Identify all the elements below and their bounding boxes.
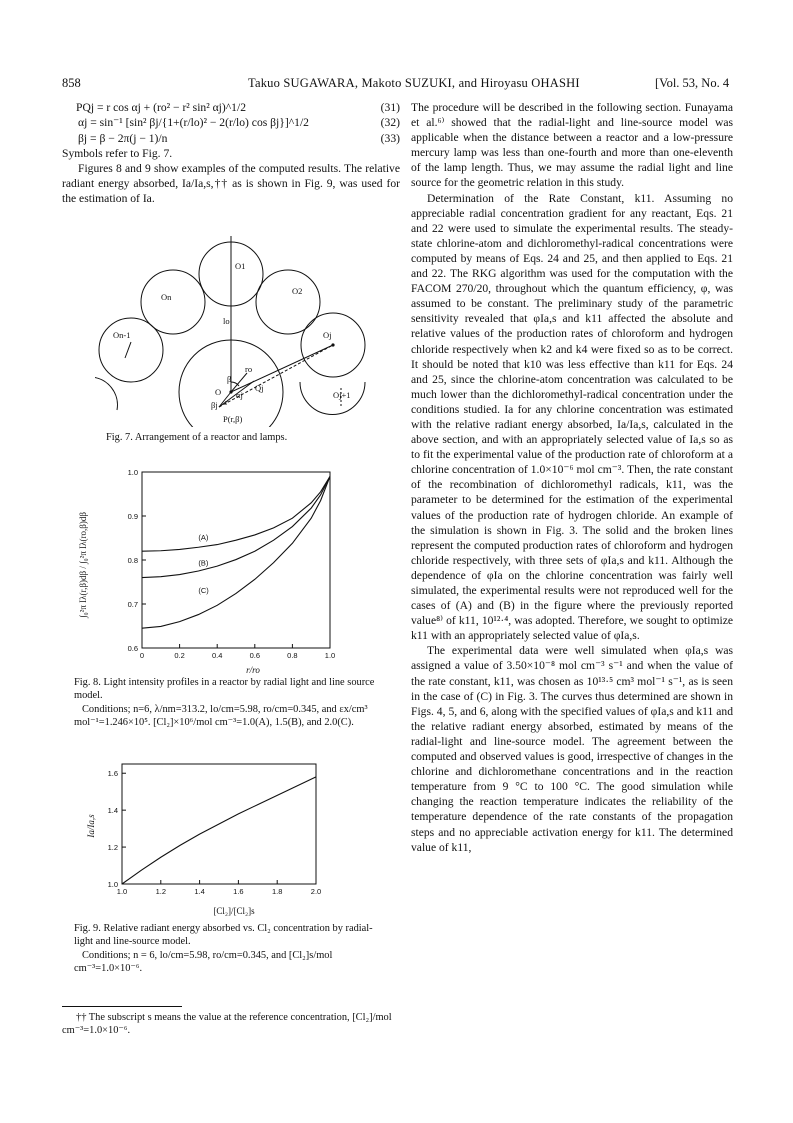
fig9-ytick-label: 1.2 [107, 843, 118, 853]
paragraph-rate-constant: Determination of the Rate Constant, k11. Assuming no appreciable radial concentration gradient for any reactant, Eqs. 21 and 22 were used to simulate the experimental results. The steady-state chlorine-atom and dichloromethyl-radical concentrations were computed by means of Eqs. 24 and 25, and then applied to Eqs. 21 and 22. The RKG algorithm was used for the computation with the FACOM 270/20, throughout which the quantum efficiency, φ, was assumed to be constant. The preliminary study of the parametric sensitivity revealed that φIa,s and k11 affected the absolute and relative values of the production rates of chloroform and hydrogen chloride respectively when k2 and k4 were fixed so as to be correct. It should be noted that k10 was less effective than k11 for Eqs. 24 and 25, since the chlorine-atom concentration was calculated to be much lower than the dichloromethyl-radical concentration under the conditions studied. Ia for any chlorine concentration was estimated with the relative radiant energy absorbed, Ia/Ia,s, calculated in the above section, and with an appropriately selected value of Ia,s so as to fit the experimental value of the production rate of chloroform at a chlorine concentration of 1.0×10⁻⁶ mol cm⁻³. Then, the rate constant of the recombination of dichloromethyl radicals, k11, was the parameter to be determined for the estimation of the experimental values of the production rate of hydrogen chloride. An example of the simulation is shown in Fig. 3. The solid and the broken lines represent the computed production rates of chloroform and hydrogen chloride respectively, with three sets of φIa,s and k11. Although the dependence of φIa on the chlorine concentration was fairly well simulated, the experimental results were not reproduced well for the cases of (A) and (B) in the figure where the previously reported value⁸⁾ of k11, 10¹²·⁴, was adopted. Therefore, we sought to optimize k11 with an appropriately selected value of φIa,s. [411, 191, 733, 643]
left-column-top [62, 100, 400, 207]
fig8-xtick-label: 0.6 [249, 651, 261, 660]
fig7-reactor-lamp-diagram [95, 232, 385, 427]
fig8-xtick-label: 0.8 [287, 651, 298, 660]
fig9-xtick-label: 2.0 [310, 887, 322, 896]
fig9-xtick-label: 1.2 [155, 887, 167, 896]
label-o: O [215, 387, 222, 397]
label-p: P(r,β) [223, 414, 243, 424]
equation-32: αj = sin⁻¹ [sin² βj/{1+(r/lo)² − 2(r/lo) cos βj}]^1/2 (32) [78, 116, 400, 130]
footnote-rule [62, 1006, 182, 1007]
fig8-chart [60, 460, 390, 675]
page-number: 858 [62, 76, 81, 90]
label-lo: lo [223, 316, 230, 326]
label-o2: O2 [292, 286, 303, 296]
fig9-xtick-label: 1.6 [233, 887, 244, 896]
paragraph-simulation: The experimental data were well simulated when φIa,s was assigned a value of 3.50×10⁻⁸ mol cm⁻³ s⁻¹ and when the value of the rate constant, k11, was chosen as 10¹³·⁵ cm³ mol⁻¹ s⁻¹, as is seen in the case of (C) in Fig. 3. The curves thus determined are shown in Figs. 4, 5, and 6, along with the specified values of φIa,s and k11 and the relative radiant energy absorbed, estimated by means of the radial-light and line-source model. The agreement between the computed and observed values is good, irrespective of changes in the chlorine and dichloromethane concentrations and in the reaction temperature from 9 °C to 100 °C. The good simulation while changing the reaction temperature indicates the reliability of the temperature dependence of the rate constants of the propagation steps and no appreciable activation energy for k11. The determined value of k11, [411, 644, 733, 854]
center-point [229, 390, 232, 393]
fig9-xtick-label: 1.0 [116, 887, 128, 896]
fig8-caption-title: Fig. 8. Light intensity profiles in a reactor by radial light and line source model. [74, 677, 375, 702]
label-oj1: Oj+1 [333, 390, 351, 400]
fig8-series-line [142, 476, 330, 577]
fig8-series-label: (B) [198, 558, 209, 568]
fig8-xtick-label: 0 [139, 651, 145, 660]
fig8-ytick-label: 0.8 [127, 556, 138, 565]
label-qj: Qj [255, 383, 264, 393]
label-beta: β [227, 374, 232, 384]
fig8-series-line [142, 476, 330, 628]
fig8-caption-conditions: Conditions; n=6, λ/nm=313.2, lo/cm=5.98, ro/cm=0.345, and εx/cm³ mol⁻¹=1.246×10⁵. [Cl₂]×10⁶/mol cm⁻³=1.0(A), 1.5(B), and 2.0(C). [74, 703, 368, 729]
fig8-ytick-label: 0.7 [127, 600, 138, 609]
label-ro: ro [245, 364, 253, 374]
fig7-caption: Fig. 7. Arrangement of a reactor and lamps. [106, 432, 288, 443]
label-r: r [225, 397, 228, 407]
label-on1: On-1 [113, 330, 131, 340]
running-head-authors: Takuo SUGAWARA, Makoto SUZUKI, and Hiroyasu OHASHI [248, 76, 580, 90]
paragraph-figures-8-9: Figures 8 and 9 show examples of the computed results. The relative radiant energy absorbed, Ia/Ia,s,†† as is shown in Fig. 9, was used for the estimation of Ia. [62, 162, 400, 206]
fig8-ytick-label: 0.6 [127, 644, 138, 653]
label-betaj: βj [211, 400, 218, 410]
fig8-series-label: (C) [198, 586, 209, 595]
lamp-circle-left-partial [95, 377, 117, 410]
journal-reference: [Vol. 53, No. 4 [655, 76, 730, 90]
fig8-series-line [142, 476, 330, 551]
fig8-xtick-label: 0.4 [211, 651, 223, 660]
fig9-caption-conditions: Conditions; n = 6, lo/cm=5.98, ro/cm=0.345, and [Cl₂]s/mol cm⁻³=1.0×10⁻⁶. [74, 949, 333, 975]
fig8-ytick-label: 1.0 [127, 468, 138, 477]
label-o1: O1 [235, 261, 246, 271]
fig9-caption [74, 922, 378, 976]
fig9-xtick-label: 1.8 [271, 887, 283, 896]
fig8-ylabel: ∫₀²π Iλ(r,β)dβ / ∫₀²π Iλ(ro,β)dβ [78, 512, 88, 618]
label-on: On [161, 292, 172, 302]
right-column [411, 100, 733, 855]
label-alphaj: αj [236, 390, 243, 400]
fig8-ytick-label: 0.9 [127, 512, 138, 521]
fig9-series-line [122, 777, 316, 884]
oj-point [331, 343, 334, 346]
footnote: †† The subscript s means the value at the reference concentration, [Cl₂]/mol cm⁻³=1.0×10⁻⁶. [62, 1012, 392, 1037]
label-oj: Oj [323, 330, 332, 340]
fig9-xlabel: [Cl₂]/[Cl₂]s [213, 906, 255, 916]
fig9-ytick-label: 1.6 [107, 769, 118, 779]
fig9-caption-title: Fig. 9. Relative radiant energy absorbed vs. Cl₂ concentration by radial-light and line-source model. [74, 923, 373, 948]
symbols-note: Symbols refer to Fig. 7. [62, 147, 173, 161]
fig8-xtick-label: 0.2 [174, 651, 185, 660]
fig8-xtick-label: 1.0 [324, 651, 336, 660]
fig8-caption [74, 676, 378, 730]
lamp-circle-n-1 [99, 318, 163, 382]
fig9-xtick-label: 1.4 [194, 887, 205, 896]
fig9-ytick-label: 1.0 [107, 880, 118, 889]
equation-31: PQj = r cos αj + (ro² − r² sin² αj)^1/2 (31) [76, 101, 400, 114]
fig9-chart [82, 756, 352, 916]
fig9-ytick-label: 1.4 [107, 806, 118, 816]
equation-33: βj = β − 2π(j − 1)/n (33) [78, 131, 400, 145]
fig9-ylabel: Ia/Ia,s [86, 814, 96, 838]
paragraph-procedure: The procedure will be described in the following section. Funayama et al.⁶⁾ showed that the radial-light and line-source model was applicable when the distance between a reactor and a low-pressure mercury lamp was less than one-fourth and more than one-eleventh of the lamp length. Thus, we may assume the radial light and line source for the geometric relation in this study. [411, 101, 733, 190]
fig8-series-label: (A) [198, 533, 209, 543]
beta-arc [231, 382, 239, 386]
fig8-xlabel: r/ro [246, 665, 260, 675]
lamp-circle-2 [256, 270, 320, 334]
on1-tick [125, 342, 131, 358]
